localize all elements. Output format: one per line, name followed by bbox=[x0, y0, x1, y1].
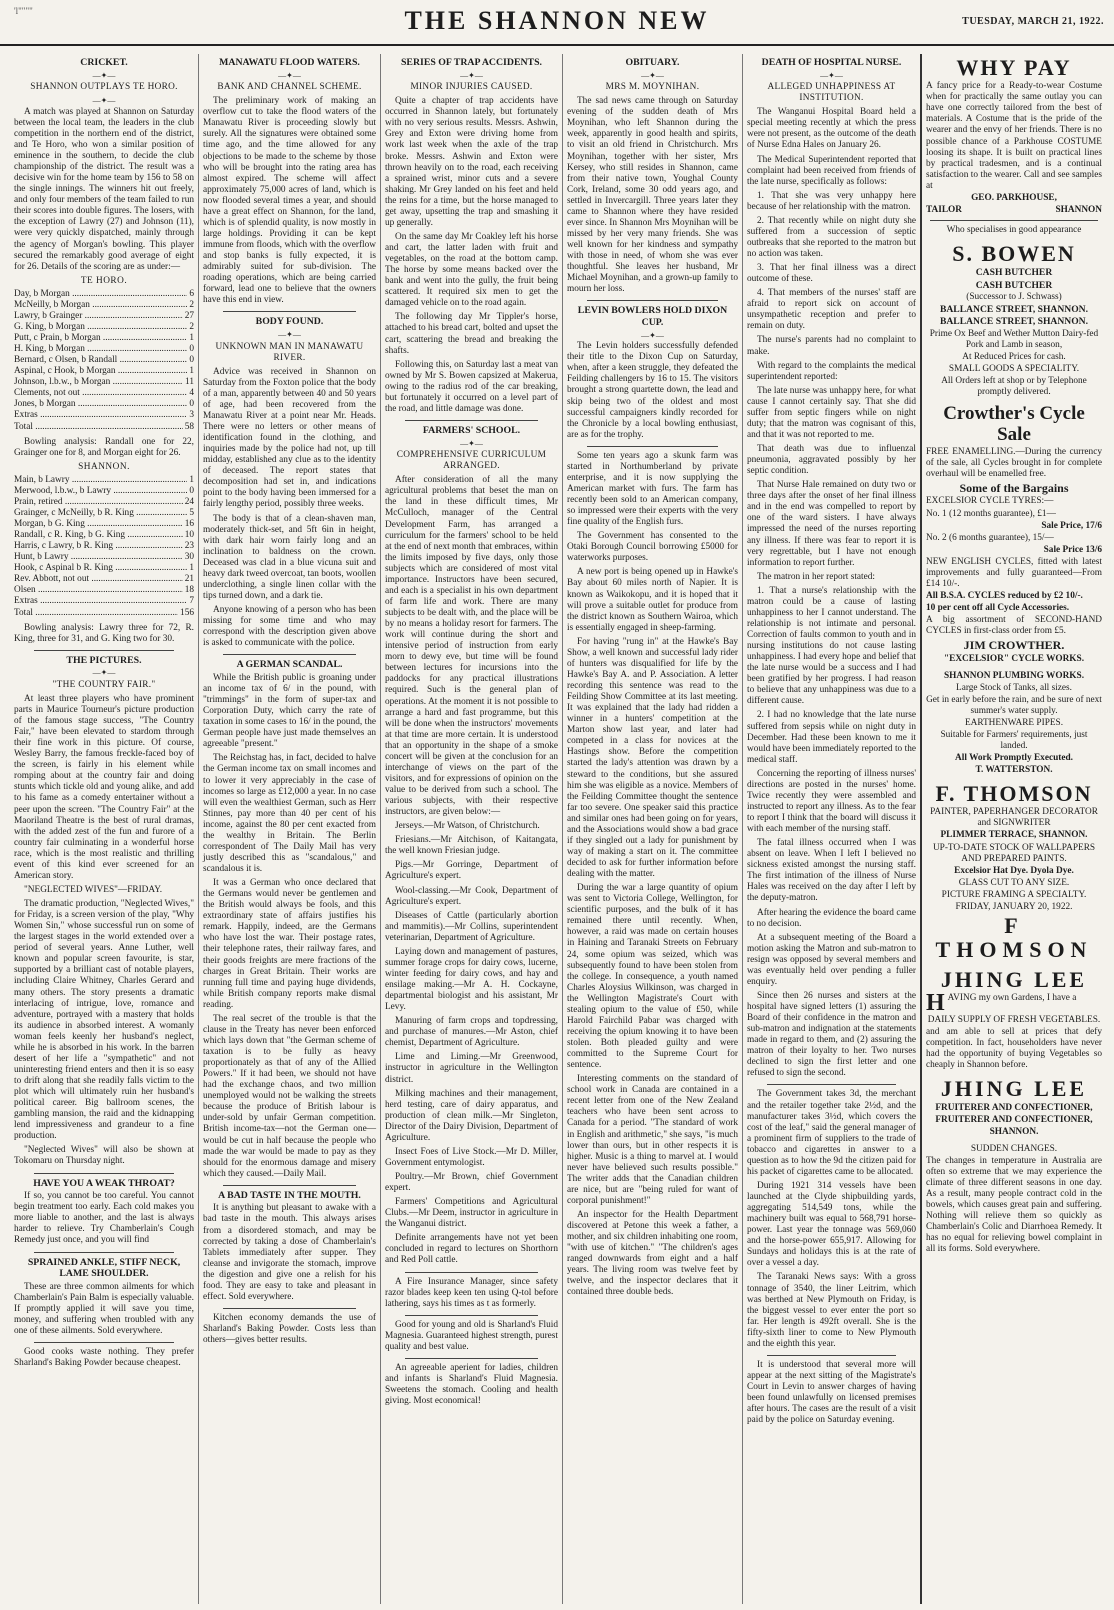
article-paragraph: At least three players who have prominent parts in Maurice Tourneur's picture production of the famous stage success, "The Country Fair," have been elevated to stardom through their fine work in this picture. Of course, Wesley Barry, the famous freckle-faced boy of the screen, is fairly in his element while romping about at the country fair and doing stunts which tickle old and young alike, and add to his fame as a comedy entertainer without a peer upon the screen. "The Country Fair" at the Maoriland Theatre is the best of rural dramas, with the added zest of the fun and furore of a country fair culminating in a wonderful horse race, which is the most realistic and thrilling event of this kind ever screened for an American story. bbox=[14, 693, 194, 881]
ad-line: BALLANCE STREET, SHANNON. bbox=[939, 304, 1089, 316]
divider bbox=[34, 1342, 174, 1343]
ad-crowther bbox=[926, 404, 1102, 664]
ornament-divider: —✦— bbox=[278, 330, 301, 340]
ad-line: PAINTER, PAPERHANGER DECORATOR and SIGNWRITER bbox=[930, 807, 1098, 829]
score-row bbox=[14, 563, 194, 574]
column-1 bbox=[10, 54, 198, 1604]
article-paragraph: "Neglected Wives" will also be shown at Tokomaru on Thursday night. bbox=[14, 1145, 194, 1167]
ad-line: SHANNON. bbox=[989, 1126, 1039, 1137]
score-row bbox=[14, 486, 194, 497]
ornament-divider: —✦— bbox=[460, 70, 483, 80]
margin-scrawl: 'l"""" bbox=[14, 6, 33, 16]
runs-value: 5 bbox=[189, 507, 194, 518]
ornament-divider: —✦— bbox=[92, 668, 116, 678]
ad-text bbox=[926, 990, 1102, 1017]
article-paragraph: That Nurse Hale remained on duty two or three days after the onset of her final illness and in the end was compelled to report by one of the ward sisters. I have always impressed the need of the nurses reporting any illness. If there was fear to report it is very regrettable, but I have not enough information to report further. bbox=[747, 480, 916, 568]
ad-line: GLASS CUT TO ANY SIZE. bbox=[958, 877, 1070, 888]
ad-price: Sale Price, 17/6 bbox=[1041, 520, 1102, 531]
divider bbox=[405, 1272, 538, 1273]
ad-line: Large Stock of Tanks, all sizes. bbox=[956, 682, 1072, 693]
columns bbox=[10, 54, 1106, 1604]
article-paragraph: Wool-classing.—Mr Cook, Department of Agriculture's expert. bbox=[385, 885, 558, 907]
article-paragraph: Since then 26 nurses and sisters at the hospital have signed letters (1) assuring the Board of their confidence in the matron and sub-matron and indignation at the statements made in regard to them, and (2) assuring the matron of their loyalty to her. Two nurses declined to sign the first letter and one refused to sign the second. bbox=[747, 990, 916, 1079]
article-paragraph: Definite arrangements have not yet been concluded in regard to lectures on Shorthorn and Red Poll cattle. bbox=[385, 1233, 558, 1266]
runs-value: 30 bbox=[184, 552, 194, 563]
batsman-entry: G. King, b Morgan ..... bbox=[14, 322, 187, 333]
column-6-adverts bbox=[920, 54, 1106, 1604]
ad-title: Crowther's Cycle Sale bbox=[943, 403, 1085, 446]
article-paragraph: Following this, on Saturday last a meat van owned by Mr S. Bowen capsized at Makerua, owing to the radius rod of the car breaking, but fortunately it occurred on a level part of the road, and little damage was done. bbox=[385, 359, 558, 414]
runs-value: 1 bbox=[189, 366, 194, 377]
farmers-school-heading: FARMERS' SCHOOL. bbox=[422, 424, 521, 436]
scorecard-te-horo bbox=[14, 276, 194, 433]
score-row bbox=[14, 333, 194, 344]
article-paragraph: It is understood that several more will appear at the next sitting of the Magistrate's Court in Levin to answer charges of having been found unlawfully on licensed premises after hours. The cases are the result of a visit paid by the police on Saturday evening. bbox=[747, 1359, 916, 1426]
ad-line: CASH BUTCHER bbox=[975, 279, 1053, 291]
runs-value: 1 bbox=[189, 474, 194, 485]
ad-line: At Reduced Prices for cash. bbox=[962, 352, 1066, 362]
ad-text: A fancy price for a Ready-to-wear Costume when for practically the same outlay you can have one correctly tailored from the best of materials. A Costume that is the pride of the wearer and the envy of her friends. There is no possible chance of a Parkhouse COSTUME loosing its shape. It is built on practical lines by practical tradesmen, and is a continual satisfaction to the wearer. Call and see samples at bbox=[926, 81, 1102, 191]
divider bbox=[34, 1252, 174, 1253]
divider bbox=[223, 1185, 356, 1186]
article-paragraph: Diseases of Cattle (particularly abortion and mammitis).—Mr Collins, superintendent veterinarian, Department of Agriculture. bbox=[385, 910, 558, 943]
article-paragraph: A Fire Insurance Manager, since safety razor blades keep keen ten using Q-tol before lathering, says his times as t as formerly. bbox=[385, 1276, 558, 1309]
runs-value: 0 bbox=[189, 344, 194, 355]
ad-title: F. THOMSON bbox=[935, 781, 1093, 807]
ad-bowen bbox=[926, 242, 1102, 398]
batsman-entry: Main, b Lawry ..... bbox=[14, 475, 187, 486]
obituary-subheading: MRS M. MOYNIHAN. bbox=[605, 82, 700, 93]
article-paragraph: That death was due to influenzal pneumonia, aggravated possibly by her septic condition. bbox=[747, 444, 916, 477]
column-4 bbox=[562, 54, 742, 1604]
divider bbox=[223, 1308, 356, 1309]
farmers-school-subheading: COMPREHENSIVE CURRICULUM ARRANGED. bbox=[396, 450, 547, 472]
runs-value: 6 bbox=[189, 288, 194, 299]
divider bbox=[767, 1084, 896, 1085]
article-paragraph: Farmers' Competitions and Agricultural Clubs.—Mr Deem, instructor in agriculture in the Wanganui district. bbox=[385, 1197, 558, 1230]
batsman-entry: Clements, not out ..... bbox=[14, 388, 187, 399]
article-paragraph: Manuring of farm crops and topdressing, and purchase of manures.—Mr Aston, chief chemist, Department of Agriculture. bbox=[385, 1016, 558, 1049]
ad-sudden-changes bbox=[926, 1144, 1102, 1256]
article-paragraph: Bowling analysis: Lawry three for 72, R. King, three for 31, and G. King two for 30. bbox=[14, 622, 194, 644]
pictures-heading: THE PICTURES. bbox=[66, 654, 142, 666]
article-paragraph: Insect Foes of Live Stock.—Mr D. Miller, Government entymologist. bbox=[385, 1146, 558, 1168]
article-paragraph: The matron in her report stated: bbox=[757, 571, 875, 582]
score-row bbox=[14, 497, 194, 508]
article-paragraph: Lime and Liming.—Mr Greenwood, instructor in agriculture in the Wellington district. bbox=[385, 1052, 558, 1085]
score-row bbox=[14, 366, 194, 377]
batsman-entry: Bernard, c Olsen, b Randall ..... bbox=[14, 355, 187, 366]
article-paragraph: 2. I had no knowledge that the late nurse suffered from sepsis while on night duty in December. Had these been known to me it would have been immediately reported to the medical staff. bbox=[747, 710, 916, 765]
ad-line: FRUITERER AND CONFECTIONER, bbox=[935, 1114, 1093, 1125]
article-paragraph: The Levin holders successfully defended their title to the Dixon Cup on Saturday, when, after a keen struggle, they defeated the Feilding challengers by 16 to 15. The visitors brought a strong quartette down, the lead and skip being two of the oldest and most successful campaigners kindly recorded for the Chronicle by a local bowling enthusiast, are as for the trophy. bbox=[567, 341, 738, 440]
runs-value: 24 bbox=[184, 496, 194, 507]
ad-line: Suitable for Farmers' requirements, just landed. bbox=[940, 729, 1088, 751]
article-paragraph: Friesians.—Mr Aitchison, of Kaitangata, the well known Friesian judge. bbox=[385, 835, 558, 857]
ad-line: All Orders left at shop or by Telephone promptly delivered. bbox=[941, 376, 1087, 398]
runs-value: 2 bbox=[189, 299, 194, 310]
ad-text: A big assortment of SECOND-HAND CYCLES in first-class order from £5. bbox=[926, 615, 1102, 637]
divider bbox=[587, 446, 718, 447]
ad-title: WHY PAY bbox=[956, 55, 1072, 80]
score-row bbox=[14, 519, 194, 530]
article-paragraph: An inspector for the Health Department discovered at Petone this week a father, a mother, and six children inhabiting one room, "with use of kitchen." "The children's ages ranged downwards from eight and a half years. The living room was twelve feet by twelve, and the inspector declares that it contained three double beds. bbox=[567, 1209, 738, 1298]
article-paragraph: With regard to the complaints the medical superintendent reported: bbox=[747, 360, 916, 382]
ornament-divider: —✦— bbox=[278, 70, 301, 80]
article-paragraph: The late nurse was unhappy here, for what cause I cannot certainly say. That she did suffer from septic fingers while on night duty; that the matron was cognisant of this, and that it was not reported to me. bbox=[747, 385, 916, 440]
ad-line: All Work Promptly Executed. bbox=[955, 753, 1073, 763]
score-row bbox=[14, 300, 194, 311]
body-found-subheading: UNKNOWN MAN IN MANAWATU RIVER. bbox=[215, 341, 364, 363]
hospital-nurse-subheading: ALLEGED UNHAPPINESS AT INSTITUTION. bbox=[767, 82, 896, 104]
article-paragraph: The following day Mr Tippler's horse, attached to his bread cart, bolted and upset the cart, scattering the bread and breaking the shafts. bbox=[385, 312, 558, 356]
ad-line: FRUITERER AND CONFECTIONER, bbox=[935, 1102, 1093, 1113]
score-row bbox=[14, 475, 194, 486]
article-paragraph: After hearing the evidence the board came to no decision. bbox=[747, 907, 916, 929]
ad-title: JHING LEE bbox=[940, 1076, 1088, 1102]
batsman-entry: Morgan, b G. King ..... bbox=[14, 519, 183, 530]
trap-accidents-subheading: MINOR INJURIES CAUSED. bbox=[410, 82, 533, 93]
ad-line: "EXCELSIOR" CYCLE WORKS. bbox=[943, 653, 1085, 664]
article-paragraph: The real secret of the trouble is that the clause in the Treaty has never been enforced which lays down that "the German scheme of taxation is to be fully as heavy proportionately as that of any of the Allied Powers." If it had been, we should not have had the exchange chaos, and two million unemployed would not be walking the streets because the produce of British labour is under-sold by unfair German competition. British income-tax—not the German one—would be cut in half because the people who made the war would be made to pay as they should for the enormous damage and misery which they caused.—Daily Mail. bbox=[203, 1013, 376, 1179]
article-paragraph: A match was played at Shannon on Saturday between the local team, the leaders in the club competition in the northern end of the district, and Te Horo, who won a similar position of eminence in the southern, to decide the club championship of the district. The result was a decisive win for the home team by 156 to 58 on the single innings. The winners hit out freely, and only four members of the team failed to run their scores into double figures. The losers, with the exception of Lawry (27) and Johnson (11), were very quickly dispatched, mainly through the agency of Morgan's bowling. This player secured the remarkably good average of eight for 26. Details of the scoring are as under:— bbox=[14, 106, 194, 272]
divider bbox=[767, 1355, 896, 1356]
ad-thomson bbox=[926, 782, 1102, 962]
runs-value: 16 bbox=[184, 519, 194, 529]
batsman-entry: Rev. Abbott, not out ..... bbox=[14, 574, 183, 585]
ad-foot: Who specialises in good appearance bbox=[946, 224, 1082, 235]
article-paragraph: The Medical Superintendent reported that complaint had been received from friends of the late nurse, specifically as follows: bbox=[747, 154, 916, 187]
ad-plumbing bbox=[926, 671, 1102, 777]
ad-address-row bbox=[926, 205, 1102, 216]
batsman-entry: Merwood, l.b.w., b Lawry ..... bbox=[14, 486, 187, 497]
divider bbox=[405, 1358, 538, 1359]
batsman-entry: Extras ..... bbox=[14, 596, 187, 607]
article-paragraph: On the same day Mr Coakley left his horse and cart, the latter laden with fruit and vegetables, on the road at the bottom camp. The horse by some means backed over the bank and went into the gully, the fruit being scattered. It required six men to get the damaged vehicle on to the road again. bbox=[385, 231, 558, 309]
article-paragraph: Poultry.—Mr Brown, chief Government expert. bbox=[385, 1172, 558, 1194]
article-paragraph: 2. That recently while on night duty she suffered from a succession of septic outbreaks that she reported to the matron but no action was taken. bbox=[747, 215, 916, 260]
ad-name: JIM CROWTHER. bbox=[963, 638, 1065, 653]
article-paragraph: Interesting comments on the standard of school work in Canada are contained in a recent letter from one of the New Zealand teachers who have been sent across to Canada for a period. "The standard of work in English and arithmetic," she says, "is much lower than ours, but in other respects it is higher. Music is a thing to marvel at. I would never have believed such results possible." The writer adds that the Canadian children are nice, but are "being ruled for want of corporal punishment!" bbox=[567, 1074, 738, 1206]
batsman-entry: Total ..... bbox=[14, 608, 178, 619]
newspaper-title: THE SHANNON NEW bbox=[404, 6, 710, 35]
article-paragraph: The preliminary work of making an overflow cut to take the flood waters of the Manawatu River is proceeding slowly but surely. All the signatures were obtained some time ago, and the time allowed for any objections to be made to the scheme by those who will be brought into the rating area has almost expired. The scheme will affect approximately 75,000 acres of land, which is now flooded several times a year, and should have a great effect on Shannon, for the land, which is of splendid quality, is now mostly in large holdings. Providing it can be kept immune from floods, which with the overflow and stop banks is fully expected, it is admirably suited for sub-division. The roading operations, which are being carried forward, lead one to believe that the owners have this end in view. bbox=[203, 96, 376, 306]
issue-date: TUESDAY, MARCH 21, 1922. bbox=[962, 16, 1104, 27]
batsman-entry: Putt, c Prain, b Morgan ..... bbox=[14, 333, 187, 344]
score-row bbox=[14, 422, 194, 433]
article-paragraph: 1. That a nurse's relationship with the matron could be a cause of lasting unhappiness to her I cannot understand. The relationship is not intimate and personal. Correction of faults common to youth and in nursing institutions do not cause lasting unhappiness. I had every hope and belief that the late nurse would be a success and I had been gratified by her progress. I had reason to believe that any unhappiness was due to a different cause. bbox=[747, 585, 916, 707]
ad-line: SMALL GOODS A SPECIALITY. bbox=[948, 364, 1080, 375]
ornament-divider: —✦— bbox=[641, 70, 664, 80]
ad-title: SHANNON PLUMBING WORKS. bbox=[943, 670, 1085, 681]
runs-value: 1 bbox=[189, 333, 194, 343]
score-row bbox=[14, 530, 194, 541]
article-paragraph: During 1921 314 vessels have been launched at the Clyde shipbuilding yards, aggregating 514,549 tons, while the machinery built was equal to 568,791 horse-power. Last year the tonnage was 569,060 and the horse-power 655,917. Allowing for Sundays and holidays this is at the rate of over a vessel a day. bbox=[747, 1180, 916, 1269]
runs-value: 23 bbox=[184, 541, 194, 552]
ad-line: EARTHENWARE PIPES. bbox=[964, 717, 1064, 728]
ad-line: PLIMMER TERRACE, SHANNON. bbox=[940, 830, 1088, 841]
article-paragraph: During the war a large quantity of opium was sent to Victoria College, Wellington, for scientific purposes, and the bulk of it has remained there until recently. When, however, a raid was made on certain houses in Haining and Taranaki Streets on February 24, some opium was seized, which was subsequently found to have been stolen from the college. In consequence, a youth named Charles Aloysius Wilkinson, was charged in the Wellington Magistrate's Court with stealing opium to the value of £50, while Harold Fairchild Pabar was charged with receiving the opium knowing it to have been stolen. Both pleaded guilty and were committed to the Supreme Court for sentence. bbox=[567, 883, 738, 1071]
score-row bbox=[14, 541, 194, 552]
article-paragraph: The dramatic production, "Neglected Wives," for Friday, is a screen version of the play, "Why Women Sin," whose successful run on some of the largest stages in the world extended over a period of several years. Anne Luther, well known and popular screen favourite, is star, supported by a brilliant cast of notable players, including Claire Whitney, Charles Gerard and many others. The story presents a dramatic interlacing of intrigue, love, romance and adventure, portrayed with a mastery that holds its audience in absorbed interest. A womanly woman feels keenly her husband's neglect, while he is absorbed in his work. In the barren desert of her life a "sympathetic" and not uninteresting friend enters and then it is so easy to drift along that she readily falls victim to the plot which will ultimately ruin her husband's political career. Big ballroom scenes, the gambling mansion, the raid and the kidnapping lend impressiveness and grandeur to a fine production. bbox=[14, 899, 194, 1142]
column-2 bbox=[198, 54, 380, 1604]
ad-foot: F THOMSON bbox=[935, 912, 1093, 963]
trap-accidents-heading: SERIES OF TRAP ACCIDENTS. bbox=[400, 57, 542, 68]
article-paragraph: These are three common ailments for which Chamberlain's Pain Balm is especially valuable. If promptly applied it will save you time, money, and suffering when troubled with any one of these ailments. Sold everywhere. bbox=[14, 1281, 194, 1337]
runs-value: 11 bbox=[185, 377, 194, 388]
batsman-entry: H. King, b Morgan ..... bbox=[14, 344, 187, 355]
divider bbox=[34, 1173, 174, 1174]
batsman-entry: Olsen ..... bbox=[14, 585, 183, 596]
score-row bbox=[14, 596, 194, 607]
article-paragraph: If so, you cannot be too careful. You cannot begin treatment too early. Each cold makes you more liable to another, and the last is always harder to relieve. Try Chamberlain's Cough Remedy just once, and you will find bbox=[14, 1191, 194, 1246]
ad-line: All B.S.A. CYCLES reduced by £2 10/-. bbox=[926, 590, 1083, 601]
runs-value: 156 bbox=[180, 607, 194, 618]
article-paragraph: 4. That members of the nurses' staff are afraid to report sick on account of unsympathetic reception and prefer to remain on duty. bbox=[747, 288, 916, 332]
score-row bbox=[14, 311, 194, 322]
score-row bbox=[14, 377, 194, 388]
runs-value: 21 bbox=[184, 574, 194, 585]
ad-text: and am able to sell at prices that defy competition. In fact, householders have never had the opportunity of buying Vegetables so cheaply in Shannon before. bbox=[926, 1027, 1102, 1071]
runs-value: 4 bbox=[189, 388, 194, 399]
divider bbox=[223, 311, 356, 312]
ad-line: PICTURE FRAMING A SPECIALTY. bbox=[941, 889, 1087, 900]
divider bbox=[405, 1315, 538, 1316]
batsman-entry: Harris, c Lawry, b R. King ..... bbox=[14, 541, 183, 552]
ad-parkhouse bbox=[926, 56, 1102, 236]
article-paragraph: It was a German who once declared that the Germans would never be gentlemen and the British would always be fools, and this extraordinary state of affairs justifies his remark. Happily, indeed, are the Germans who have lost the war. Their postage rates, their telephone rates, their railway fares, and their goods freights are mere fractions of the charges in Great Britain. Their works are running full time and paying huge dividends, while British company reports make dismal reading. bbox=[203, 878, 376, 1010]
ad-text: NEW ENGLISH CYCLES, fitted with latest improvements and fully guaranteed—From £14 10/-. bbox=[926, 556, 1102, 589]
batsman-entry: Hunt, b Lawry ..... bbox=[14, 552, 183, 563]
article-paragraph: Kitchen economy demands the use of Sharland's Baking Powder. Costs less than others—gives better results. bbox=[203, 1312, 376, 1346]
runs-value: 3 bbox=[189, 410, 194, 421]
ad-title: S. BOWEN bbox=[952, 241, 1076, 266]
cricket-subheading: SHANNON OUTPLAYS TE HORO. bbox=[30, 82, 178, 93]
article-paragraph: The sad news came through on Saturday evening of the sudden death of Mrs Moynihan, who left Shannon during the week, apparently in good health and spirits, to visit an old friend in Christchurch. Mrs Moynihan, together with her sister, Mrs Kersey, who still resides in Shannon, came from their native town, Youghal County Cork, Ireland, some 30 odd years ago, and settled in Invercargill. Three years later they came to Shannon where they have resided ever since. In Shannon Mrs Moynihan will be missed by her very many friends. She was well known for her kindness and sympathy with those in need, of whom she was ever thoughtful. She leaves her husband, Mr Michael Moynihan, and a grown-up family to mourn her loss. bbox=[567, 96, 738, 295]
article-paragraph: Bowling analysis: Randall one for 22, Grainger one for 8, and Morgan eight for 26. bbox=[14, 436, 194, 458]
article-paragraph: After consideration of all the many agricultural problems that beset the man on the land in these difficult times, Mr McCulloch, manager of the Central Development Farm, has arranged a curriculum for the farmers' school to be held at the end of next month that embraces, within the limits imposed by five days, only those subjects which are considered of most vital importance. Instructors have been secured, and each is a specialist in his own department of farm life and work. There are many subjects to be dealt with, and the place will be by no means a holiday resort for farmers. The work will continue during the short and intensive period of instruction from early morn to dewy eve, but time will be found between lectures for incursions into the paddocks for any practical illustrations required. Such is the general plan of operations. At the moment it is not possible to arrange a hard and fast programme, but this will be done when the instructors' movements at that time are more certain. It is understood that an opportunity in the shape of a smoke concert will be given at the conclusion for an interchange of views on the part of the visitors, and for expressions of opinion on the value to be derived from such a school. The various subjects, with their respective instructors, are given below:— bbox=[385, 475, 558, 818]
runs-value: 2 bbox=[189, 321, 194, 332]
obituary-heading: OBITUARY. bbox=[625, 57, 680, 68]
article-paragraph: 3. That her final illness was a direct outcome of these. bbox=[747, 263, 916, 285]
ornament-divider: —✦— bbox=[460, 438, 483, 448]
batsman-entry: Prain, retired ..... bbox=[14, 497, 183, 508]
ad-text: FREE ENAMELLING.—During the currency of the sale, all Cycles brought in for complete overhaul will be enamelled free. bbox=[926, 447, 1102, 480]
bad-taste-heading: A BAD TASTE IN THE MOUTH. bbox=[218, 1189, 361, 1201]
batsman-entry: Extras ..... bbox=[14, 410, 187, 421]
article-paragraph: The fatal illness occurred when I was absent on leave. When I left I believed no sickness existed amongst the nursing staff. The first intimation of the illness of Nurse Hales was received on the day after I left by the deputy-matron. bbox=[747, 838, 916, 904]
ad-line: DAILY SUPPLY OF FRESH VEGETABLES. bbox=[927, 1015, 1101, 1026]
ad-line: Excelsior Hat Dye. Dyola Dye. bbox=[954, 865, 1074, 876]
batsman-entry: Randall, c R. King, b G. King ..... bbox=[14, 530, 183, 541]
article-paragraph: Good cooks waste nothing. They prefer Sharland's Baking Powder because cheapest. bbox=[14, 1347, 194, 1369]
sprained-ankle-heading: SPRAINED ANKLE, STIFF NECK, LAME SHOULDER. bbox=[27, 1256, 181, 1280]
article-paragraph: Pigs.—Mr Gorringe, Department of Agriculture's expert. bbox=[385, 860, 558, 882]
batsman-entry: Lawry, b Grainger ..... bbox=[14, 311, 183, 322]
score-row bbox=[14, 410, 194, 421]
ad-line: 10 per cent off all Cycle Accessories. bbox=[926, 603, 1070, 614]
team-name: SHANNON. bbox=[78, 461, 130, 472]
score-row bbox=[14, 344, 194, 355]
score-row bbox=[14, 585, 194, 596]
score-row bbox=[14, 508, 194, 519]
ad-name: GEO. PARKHOUSE, bbox=[971, 192, 1057, 203]
article-paragraph: Concerning the reporting of illness nurses' directions are posted in the nurses' home. Twice recently they were assembled and instructed to report any illness. As to the fear to report I think that the board will discuss it with each member of the nursing staff. bbox=[747, 768, 916, 835]
article-paragraph: Laying down and management of pastures, summer forage crops for dairy cows, lucerne, winter feeding for dairy cows, and hay and ensilage making.—Mr A. H. Cockayne, departmental biologist and his assistant, Mr Levy. bbox=[385, 946, 558, 1013]
ad-line: No. 2 (6 months guarantee), 15/— bbox=[926, 532, 1054, 543]
ad-price: Sale Price 13/6 bbox=[1043, 544, 1102, 555]
ad-town: SHANNON bbox=[1055, 204, 1102, 215]
divider bbox=[405, 420, 538, 421]
article-paragraph: The body is that of a clean-shaven man, moderately thick-set, and 5ft 6in in height, with dark hair worn fairly long and an inclination to baldness on the crown. Deceased was clad in a blue vicuna suit and heavy dark tweed overcoat, tan boots, woollen underclothing, a single linen collar with the tips turned down, and a dark tie. bbox=[203, 513, 376, 601]
team-name: TE HORO. bbox=[80, 275, 128, 286]
ad-text: The changes in temperature in Australia are often so extreme that we may experience the climate of three different seasons in one day. As a result, many people contract cold in the bowels, which causes great pain and suffering. Nothing will relieve them so quickly as Chamberlain's Colic and Diarrhoea Remedy. It has no equal for relieving bowel complaint in all its forms. Sold everywhere. bbox=[926, 1155, 1102, 1255]
runs-value: 7 bbox=[189, 596, 194, 607]
article-paragraph: Some ten years ago a skunk farm was started in Northumberland by private enterprise, and it is now supplying the American market with furs. The farm has recently been sold to an American company, so impressed were their experts with the very fine quality of the English furs. bbox=[567, 450, 738, 528]
article-paragraph: A new port is being opened up in Hawke's Bay about 60 miles north of Napier. It is known as Waikokopu, and it is hoped that it will prove a suitable outlet for produce from the district known as Southern Wairoa, which is essentially engaged in sheep-farming. bbox=[567, 567, 738, 633]
ad-jhing-lee-vegetables bbox=[926, 968, 1102, 1071]
ad-line: EXCELSIOR CYCLE TYRES:— bbox=[926, 496, 1054, 507]
score-row bbox=[14, 355, 194, 366]
weak-throat-heading: HAVE YOU A WEAK THROAT? bbox=[33, 1177, 175, 1189]
score-row bbox=[14, 574, 194, 585]
article-paragraph: Quite a chapter of trap accidents have occurred in Shannon lately, but fortunately with no very serious results. Messrs. Ashwin, Grey and Exton were driving home from work last week when the axle of the trap broke. Messrs. Ashwin and Exton were thrown heavily on to the road, each receiving a sprained wrist, minor cuts and a severe shaking. Mr Grey landed on his feet and held the reins for a time, but the horse managed to get away, upsetting the trap and smashing it up generally. bbox=[385, 96, 558, 228]
score-row bbox=[14, 289, 194, 300]
runs-value: 0 bbox=[189, 485, 194, 496]
ad-line: CASH BUTCHER bbox=[975, 267, 1053, 279]
runs-value: 1 bbox=[189, 563, 194, 574]
scorecard-shannon bbox=[14, 462, 194, 619]
runs-value: 18 bbox=[184, 585, 194, 596]
ad-line: Prime Ox Beef and Wether Mutton Dairy-fed Pork and Lamb in season, bbox=[929, 328, 1099, 350]
article-paragraph: The Government takes 3d, the merchant and the retailer together take 2½d, and the manufacturer takes 3½d, which covers the cost of the leaf," said the general manager of a prominent firm of suppliers to the trade of tobacco and cigarettes in answer to a question as to how the 9d the citizen paid for his packet of cigarettes came to be allocated. bbox=[747, 1089, 916, 1177]
article-paragraph: For having "rung in" at the Hawke's Bay Show, a well known and successful lady rider of hunters was disqualified for life by the Hawke's Bay A. and P. Association. A letter recording this sentence was read to the Feilding Show Committee at its last meeting. It was explained that the lady had ridden a winner in a hunters' competition at the Marton show last year, and later had competed in a class for novices at the Hastings show. Before the competition started the lady's attention was drawn by a steward to the conditions, but she assured him she was eligible as a novice. Members of the Feilding Committee thought the sentence far too severe. One speaker said this practice and similar ones had been going on for years, and the Associations would show a bad grace if they singled out a lady for punishment by way of making a start on it. The committee decided to ask for further information before dealing with the matter. bbox=[567, 636, 738, 880]
article-paragraph: An agreeable aperient for ladies, children and infants is Sharland's Fluid Magnesia. Sweetens the stomach. Cooling and health giving. Most economical! bbox=[385, 1362, 558, 1407]
ornament-divider: —✦— bbox=[820, 70, 843, 80]
article-paragraph: The Wanganui Hospital Board held a special meeting recently at which the press were not present, as the outcome of the death of Nurse Edna Hales on January 26. bbox=[747, 107, 916, 151]
column-5 bbox=[742, 54, 920, 1604]
ad-title: SUDDEN CHANGES. bbox=[970, 1143, 1058, 1154]
article-paragraph: The Reichstag has, in fact, decided to halve the German income tax on small incomes and to lower it very appreciably in the case of incomes so large as £12,000 a year. In no case will even the wealthiest German, such as Herr Stinnes, pay more than 40 per cent of his income, against the 80 per cent exacted from the wealthy in Britain. The Berlin correspondent of The Daily Mail has very justly described this as "scandalous," and scandalous it is. bbox=[203, 753, 376, 874]
batsman-entry: Aspinal, c Hook, b Morgan ..... bbox=[14, 366, 187, 377]
masthead bbox=[0, 0, 1114, 46]
ornament-divider: —✦— bbox=[641, 330, 664, 340]
flood-waters-heading: MANAWATU FLOOD WATERS. bbox=[219, 57, 360, 68]
ornament-divider: —✦— bbox=[92, 96, 116, 106]
score-row bbox=[14, 552, 194, 563]
batsman-entry: Day, b Morgan ..... bbox=[14, 289, 187, 300]
hospital-nurse-heading: DEATH OF HOSPITAL NURSE. bbox=[761, 57, 902, 68]
ad-line: BALLANCE STREET, SHANNON. bbox=[939, 316, 1089, 328]
german-scandal-heading: A GERMAN SCANDAL. bbox=[236, 659, 343, 671]
ad-text-span: AVING my own Gardens, I have a bbox=[947, 993, 1077, 1004]
divider bbox=[223, 654, 356, 655]
ad-line: No. 1 (12 months guarantee), £1— bbox=[926, 508, 1056, 519]
article-paragraph: Jerseys.—Mr Watson, of Christchurch. bbox=[395, 821, 540, 832]
batsman-entry: Total ..... bbox=[14, 422, 183, 433]
divider bbox=[930, 220, 1098, 221]
article-paragraph: It is anything but pleasant to awake with a bad taste in the mouth. This always arises from a disordered stomach, and may be corrected by taking a dose of Chamberlain's Tablets immediately after supper. They cleanse and invigorate the stomach, improve the digestion and give one a relish for his food. They are easy to take and pleasant in effect. Sold everywhere. bbox=[203, 1203, 376, 1302]
ad-line: (Successor to J. Schwass) bbox=[966, 292, 1062, 302]
ad-line: Get in early before the rain, and be sure of next summer's water supply. bbox=[926, 694, 1102, 716]
ad-jhing-lee-fruiterer bbox=[926, 1077, 1102, 1137]
article-paragraph: While the British public is groaning under an income tax of 6/ in the pound, with "trimmings" in the form of super-tax and Corporation Duty, which carry the rate of taxation in some cases to 16/ in the pound, the German people have just made themselves an agreeable "present." bbox=[203, 672, 376, 750]
column-3 bbox=[380, 54, 562, 1604]
bowlers-heading: LEVIN BOWLERS HOLD DIXON CUP. bbox=[577, 305, 728, 329]
article-paragraph: The Taranaki News says: With a gross tonnage of 3540, the liner Leitrim, which was berthed at New Plymouth on Friday, is the biggest vessel to ever enter the port so far. Her length is 492ft overall. She is the fifty-sixth liner to come to New Plymouth and the eighth this year. bbox=[747, 1272, 916, 1349]
article-paragraph: 1. That she was very unhappy here because of her relationship with the matron. bbox=[747, 190, 916, 212]
article-paragraph: The nurse's parents had no complaint to make. bbox=[747, 335, 916, 357]
ad-line: FRIDAY, JANUARY 20, 1922. bbox=[955, 901, 1073, 912]
ad-subtitle: Some of the Bargains bbox=[959, 481, 1069, 496]
runs-value: 0 bbox=[189, 399, 194, 410]
article-paragraph: Good for young and old is Sharland's Fluid Magnesia. Guaranteed highest strength, purest quality and best value. bbox=[385, 1319, 558, 1352]
article-paragraph: Advice was received in Shannon on Saturday from the Foxton police that the body of a man, apparently between 40 and 50 years of age, had been recovered from the Manawatu River at a point near Mr. Heads. There were no letters or other means of identification found in the clothing, and inquiries made by the police had not, up till midday, established any clue as to the identity of deceased. The report states that decomposition had set in, and indications point to the body having been immersed for a fairly lengthy period, possibly three weeks. bbox=[203, 366, 376, 510]
flood-waters-subheading: BANK AND CHANNEL SCHEME. bbox=[217, 82, 362, 93]
body-found-heading: BODY FOUND. bbox=[255, 316, 324, 328]
ad-name: T. WATTERSTON. bbox=[975, 765, 1053, 776]
article-paragraph: The Government has consented to the Otaki Borough Council borrowing £5000 for waterworks purposes. bbox=[567, 531, 738, 564]
score-row bbox=[14, 322, 194, 333]
ornament-divider: —✦— bbox=[92, 70, 116, 80]
divider bbox=[587, 300, 718, 301]
runs-value: 10 bbox=[184, 530, 194, 541]
ad-title: JHING LEE bbox=[940, 967, 1088, 993]
ad-trade: TAILOR bbox=[926, 204, 962, 215]
batsman-entry: Johnson, l.b.w., b Morgan ..... bbox=[14, 377, 183, 388]
article-paragraph: At a subsequent meeting of the Board a motion asking the Matron and sub-matron to resign was opposed by several members and was eventually held over pending a fuller enquiry. bbox=[747, 932, 916, 987]
batsman-entry: Jones, b Morgan ..... bbox=[14, 399, 187, 410]
batsman-entry: McNeilly, b Morgan ..... bbox=[14, 300, 187, 311]
article-paragraph: Anyone knowing of a person who has been missing for some time and who may correspond with the description given above is asked to communicate with the police. bbox=[203, 605, 376, 649]
article-paragraph: "NEGLECTED WIVES"—FRIDAY. bbox=[24, 884, 163, 895]
runs-value: 27 bbox=[184, 310, 194, 321]
score-row bbox=[14, 388, 194, 399]
batsman-entry: Hook, c Aspinal b R. King ..... bbox=[14, 563, 187, 574]
divider bbox=[34, 650, 174, 651]
ad-line: UP-TO-DATE STOCK OF WALLPAPERS AND PREPARED PAINTS. bbox=[932, 842, 1096, 864]
pictures-subheading: "THE COUNTRY FAIR." bbox=[52, 679, 156, 690]
cricket-heading: CRICKET. bbox=[80, 57, 128, 68]
batsman-entry: Grainger, c McNeilly, b R. King ..... bbox=[14, 508, 187, 519]
score-row bbox=[14, 608, 194, 619]
article-paragraph: Milking machines and their management, herd testing, care of dairy apparatus, and production of clean milk.—Mr Singleton, Director of the Dairy Division, Department of Agriculture. bbox=[385, 1088, 558, 1143]
runs-value: 0 bbox=[189, 355, 194, 366]
drop-cap: H bbox=[926, 990, 945, 1017]
score-row bbox=[14, 399, 194, 410]
runs-value: 58 bbox=[184, 421, 194, 432]
